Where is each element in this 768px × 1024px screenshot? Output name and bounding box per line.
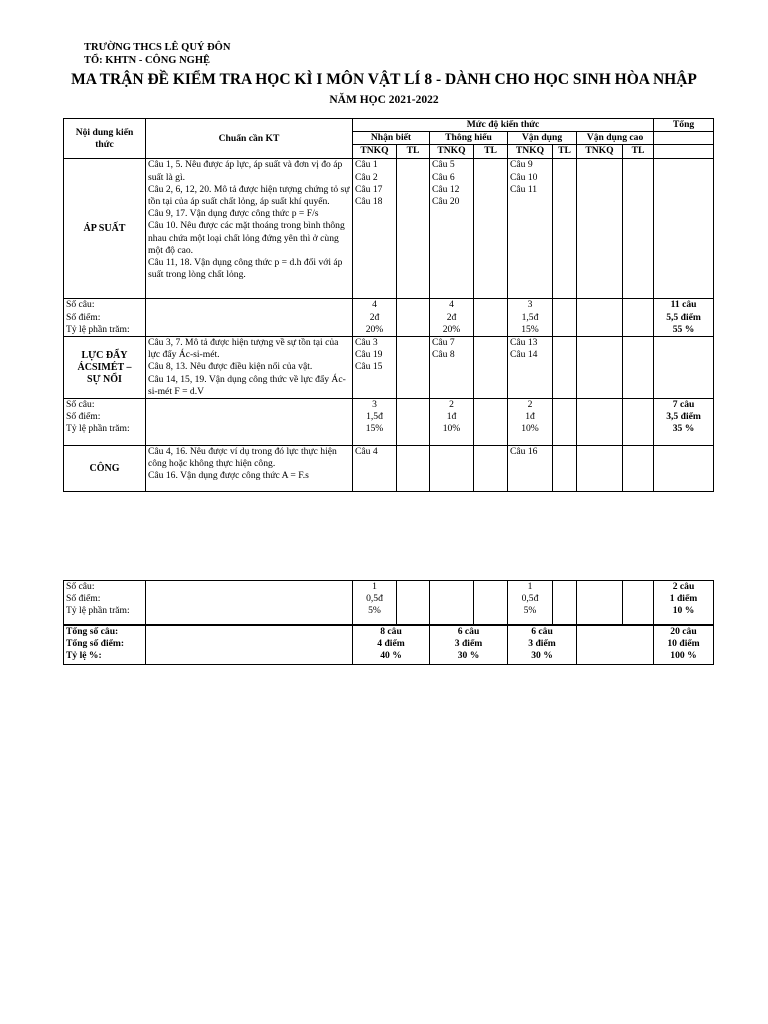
vd-stats [508, 299, 553, 337]
stat-label: Tỷ lệ phần trăm: [66, 605, 130, 617]
nb-questions [353, 446, 397, 492]
th-questions [430, 446, 474, 492]
empty-cell [623, 399, 654, 446]
tnkq-header: TNKQ [353, 145, 397, 159]
stat-value: 2đ [369, 311, 380, 323]
total-header-blank [654, 145, 714, 159]
vd-questions [508, 159, 553, 299]
section-cong [64, 446, 714, 492]
total-stats [654, 581, 714, 625]
section-luc-day [64, 337, 714, 399]
question-ref: Câu 12 [432, 183, 460, 195]
question-ref: Câu 6 [432, 171, 455, 183]
empty-cell [577, 337, 623, 399]
standard-item: Câu 8, 13. Nêu được điều kiện nổi của vật. [148, 361, 313, 373]
stat-value: 15% [521, 323, 539, 335]
question-ref: Câu 2 [355, 171, 378, 183]
total-label: Tổng số câu: [66, 625, 119, 637]
stat-value: 1đ [525, 411, 535, 423]
stats-row-cong [64, 581, 714, 625]
level-header-nb: Nhận biết [353, 132, 430, 145]
nb-stats [353, 299, 397, 337]
topic-ap-suat: ÁP SUẤT [64, 159, 146, 299]
stat-value: 4 [449, 299, 454, 311]
grand-total-row [64, 625, 714, 665]
stat-label: Số câu: [66, 399, 95, 411]
stat-value: 5,5 điểm [666, 311, 701, 323]
stat-value: 7 câu [672, 399, 695, 411]
question-ref: Câu 10 [510, 171, 538, 183]
question-ref: Câu 17 [355, 183, 383, 195]
empty-cell [623, 446, 654, 492]
stat-value: 1,5đ [366, 411, 383, 423]
tl-header: TL [623, 145, 654, 159]
stat-label: Số điểm: [66, 311, 101, 323]
stat-value: 5% [368, 605, 381, 617]
stat-value: 2đ [446, 311, 457, 323]
header-row-1 [64, 119, 714, 132]
stat-value: 1 [527, 581, 533, 592]
grand-total-nb [353, 625, 430, 665]
stat-value: 2 câu [672, 581, 695, 592]
th-stats [430, 399, 474, 446]
question-ref: Câu 3 [355, 337, 378, 349]
stat-value: 2 [527, 399, 533, 411]
total-label: Tổng số điểm: [66, 637, 125, 649]
question-ref: Câu 20 [432, 196, 460, 208]
tnkq-header: TNKQ [430, 145, 474, 159]
empty-cell [623, 581, 654, 625]
empty-cell [474, 581, 508, 625]
department-name: TỔ: KHTN - CÔNG NGHỆ [84, 55, 211, 66]
level-header-th: Thông hiểu [430, 132, 508, 145]
total-value: 8 câu [380, 625, 402, 637]
level-header: Mức độ kiến thức [353, 119, 654, 132]
vd-questions [508, 337, 553, 399]
empty-cell [474, 399, 508, 446]
question-ref: Câu 18 [355, 196, 383, 208]
total-value: 3 điểm [528, 637, 556, 649]
empty-cell [474, 299, 508, 337]
empty-cell [553, 399, 577, 446]
empty-cell [474, 159, 508, 299]
stat-value: 11 câu [670, 299, 697, 311]
grand-total-labels [64, 625, 146, 665]
total-header-blank [654, 132, 714, 145]
page-subtitle: NĂM HỌC 2021-2022 [329, 94, 439, 106]
empty-cell [577, 625, 654, 665]
stat-value: 5% [523, 605, 537, 617]
stat-value: 1 [372, 581, 377, 592]
empty-cell [397, 399, 430, 446]
stat-value: 35 % [672, 423, 695, 435]
tnkq-header: TNKQ [577, 145, 623, 159]
total-value: 20 câu [670, 625, 697, 637]
empty-cell [577, 299, 623, 337]
question-ref: Câu 14 [510, 349, 538, 361]
empty-cell [623, 299, 654, 337]
empty-cell [577, 399, 623, 446]
vd-stats [508, 581, 553, 625]
total-value: 10 điểm [667, 637, 700, 649]
standard-item: Câu 14, 15, 19. Vận dụng công thức về lực đẩy Ác-si-mét F = d.V [148, 373, 346, 397]
stat-value: 1 điểm [669, 593, 698, 605]
empty-cell [654, 159, 714, 299]
section-ap-suat [64, 159, 714, 299]
stat-value: 15% [365, 423, 384, 435]
standard-item: Câu 11, 18. Vận dụng công thức p = d.h đối với áp suất trong lòng chất lỏng. [148, 257, 343, 281]
stat-value: 2 [449, 399, 454, 411]
total-value: 3 điểm [454, 637, 483, 649]
topic-line: ÁCSIMÉT – [77, 361, 132, 373]
grand-total-all [654, 625, 714, 665]
standards-luc-day [146, 337, 353, 399]
topic-line: LỰC ĐẨY [81, 349, 128, 361]
question-ref: Câu 8 [432, 349, 455, 361]
stat-labels [64, 581, 146, 625]
empty-cell [654, 446, 714, 492]
standard-item: Câu 3, 7. Mô tả được hiện tượng về sự tồn tại của lực đẩy Ác-si-mét. [148, 337, 339, 361]
stat-label: Tỷ lệ phần trăm: [66, 323, 130, 335]
total-stats [654, 399, 714, 446]
level-header-vd: Vận dụng [508, 132, 577, 145]
standards-ap-suat [146, 159, 353, 299]
matrix-table [63, 118, 714, 492]
stat-value: 3 [527, 299, 533, 311]
level-header-vdc: Vận dụng cao [577, 132, 654, 145]
topic-cong: CÔNG [64, 446, 146, 492]
question-ref: Câu 16 [510, 446, 538, 458]
empty-cell [474, 337, 508, 399]
question-ref: Câu 1 [355, 159, 378, 171]
page-title: MA TRẬN ĐỀ KIỂM TRA HỌC KÌ I MÔN VẬT LÍ 8 - DÀNH CHO HỌC SINH HÒA NHẬP [71, 71, 697, 88]
vd-questions [508, 446, 553, 492]
stat-value: 20% [365, 323, 384, 335]
empty-cell [146, 625, 353, 665]
stat-value: 10 % [672, 605, 695, 617]
vd-stats [508, 399, 553, 446]
empty-cell [577, 446, 623, 492]
standard-header: Chuẩn cần KT [146, 119, 353, 159]
question-ref: Câu 7 [432, 337, 455, 349]
th-questions [430, 337, 474, 399]
standard-item: Câu 10. Nêu được các mặt thoáng trong bình thông nhau chứa một loại chất lỏng đứng yên thì ở cùng một độ cao. [148, 220, 345, 256]
empty-cell [553, 337, 577, 399]
standard-item: Câu 16. Vận dụng được công thức A = F.s [148, 470, 309, 482]
stat-value: 3 [372, 399, 377, 411]
stats-row-ap-suat [64, 299, 714, 337]
total-value: 6 câu [531, 625, 553, 637]
stat-label: Số điểm: [66, 593, 101, 605]
question-ref: Câu 4 [355, 446, 378, 458]
total-stats [654, 299, 714, 337]
school-name: TRƯỜNG THCS LÊ QUÝ ĐÔN [84, 42, 231, 53]
th-questions [430, 159, 474, 299]
standards-cong [146, 446, 353, 492]
question-ref: Câu 13 [510, 337, 538, 349]
stat-value: 10% [521, 423, 539, 435]
empty-cell [397, 446, 430, 492]
total-value: 6 câu [457, 625, 480, 637]
empty-cell [146, 399, 353, 446]
empty-cell [623, 337, 654, 399]
stat-labels [64, 299, 146, 337]
th-stats [430, 299, 474, 337]
stat-value: 4 [372, 299, 377, 311]
stat-value: 10% [442, 423, 461, 435]
tnkq-header: TNKQ [508, 145, 553, 159]
matrix-table-continued [63, 580, 714, 665]
empty-cell [397, 581, 430, 625]
empty-cell [397, 299, 430, 337]
standard-item: Câu 2, 6, 12, 20. Mô tả được hiện tượng chứng tỏ sự tồn tại của áp suất chất lỏng, áp suất khí quyển. [148, 183, 350, 208]
stat-label: Số câu: [66, 581, 95, 592]
total-value: 4 điểm [377, 637, 405, 649]
content-header: Nội dung kiến thức [64, 119, 146, 159]
stats-row-luc-day [64, 399, 714, 446]
stat-value: 0,5đ [366, 593, 383, 605]
topic-line: SỰ NỔI [87, 373, 122, 385]
empty-cell [577, 581, 623, 625]
empty-cell [654, 337, 714, 399]
tl-header: TL [553, 145, 577, 159]
grand-total-th [430, 625, 508, 665]
empty-cell [397, 337, 430, 399]
empty-cell [553, 159, 577, 299]
total-value: 30 % [457, 649, 480, 661]
empty-cell [397, 159, 430, 299]
stat-value: 1đ [446, 411, 457, 423]
tl-header: TL [474, 145, 508, 159]
empty-cell [553, 299, 577, 337]
stat-label: Tỷ lệ phần trăm: [66, 423, 130, 435]
empty-cell [474, 446, 508, 492]
question-ref: Câu 9 [510, 159, 533, 171]
stat-label: Số điểm: [66, 411, 101, 423]
standard-item: Câu 9, 17. Vận dụng được công thức p = F/s [148, 208, 319, 220]
total-value: 30 % [531, 649, 553, 661]
stat-value: 3,5 điểm [666, 411, 701, 423]
nb-questions [353, 337, 397, 399]
stat-label: Số câu: [66, 299, 95, 311]
empty-cell [146, 581, 353, 625]
empty-cell [623, 159, 654, 299]
empty-cell [146, 299, 353, 337]
empty-cell [577, 159, 623, 299]
question-ref: Câu 5 [432, 159, 455, 171]
total-label: Tỷ lệ %: [66, 649, 102, 661]
th-stats [430, 581, 474, 625]
nb-questions [353, 159, 397, 299]
total-value: 100 % [670, 649, 697, 661]
total-value: 40 % [380, 649, 402, 661]
tl-header: TL [397, 145, 430, 159]
stat-value: 20% [442, 323, 461, 335]
topic-luc-day [64, 337, 146, 399]
question-ref: Câu 19 [355, 349, 383, 361]
stat-value: 55 % [672, 323, 695, 335]
standard-item: Câu 1, 5. Nêu được áp lực, áp suất và đơn vị đo áp suất là gì. [148, 159, 343, 183]
nb-stats [353, 581, 397, 625]
question-ref: Câu 11 [510, 183, 538, 195]
standard-item: Câu 4, 16. Nêu được ví dụ trong đó lực thực hiện công hoặc không thực hiện công. [148, 446, 337, 470]
empty-cell [553, 581, 577, 625]
total-header: Tổng [654, 119, 714, 132]
stat-value: 0,5đ [521, 593, 539, 605]
question-ref: Câu 15 [355, 361, 383, 373]
empty-cell [553, 446, 577, 492]
stat-labels [64, 399, 146, 446]
grand-total-vd [508, 625, 577, 665]
stat-value: 1,5đ [521, 311, 539, 323]
nb-stats [353, 399, 397, 446]
